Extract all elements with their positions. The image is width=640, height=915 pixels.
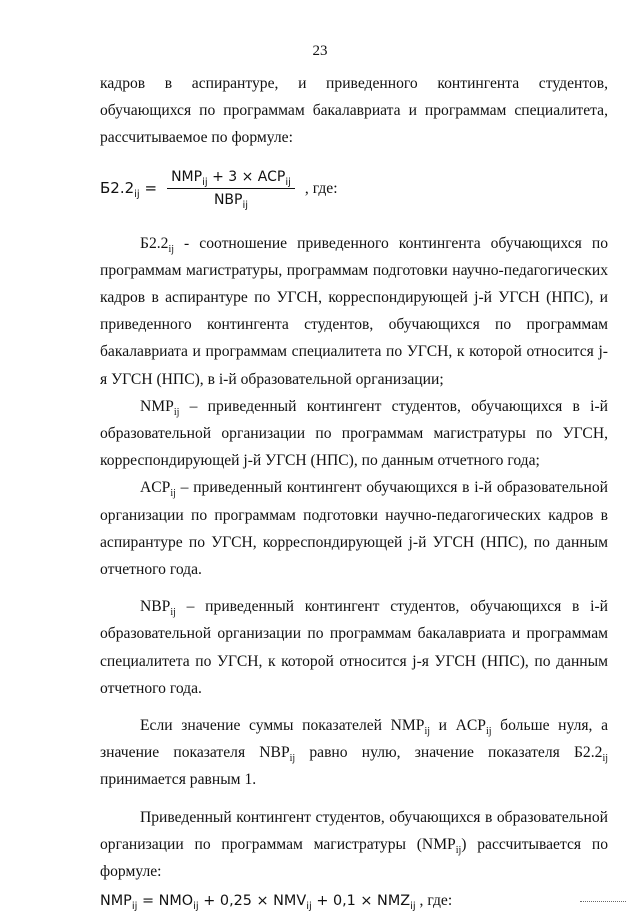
intro-paragraph: кадров в аспирантуре, и приведенного контингента студентов, обучающихся по программам бакалавриата и программам специалитета, рассчитываемое по формуле: (100, 75, 608, 147)
formula-nmp: $NMP_{ij} = NMO_{ij} + 0,25 \times NMV_{ij} + 0,1 \times NMZ_{ij}$ , где: (100, 892, 453, 913)
scan-edge-mark (580, 901, 626, 905)
formula-b22-lhs: $Б2.2_{ij}$ = (100, 179, 158, 200)
rule-paragraph: Если значение суммы показателей $NMP_{ij}$ и $ACP_{ij}$ больше нуля, а значение показателя $NBP_{ij}$ равно нулю, значение показателя $Б2.2_{ij}$ принимается равным 1. (100, 717, 608, 789)
formula-b22-tail: , где: (304, 180, 338, 197)
nmp-intro-paragraph: Приведенный контингент студентов, обучающихся в образовательной организации по программам магистратуры $(NMP_{ij})$ рассчитывается по формуле: (100, 808, 608, 881)
page-number: 23 (312, 43, 328, 59)
definition-nbp: $NBP_{ij}$ – приведенный контингент студентов, обучающихся в i-й образовательной организации по программам бакалавриата и программам специалитета по УГСН, к которой относится j-я УГСН (НПС), по данным отчетного года. (100, 598, 608, 697)
definition-b22: $Б2.2_{ij}$ - соотношение приведенного контингента обучающихся по программам магистратуры, программам подготовки научно-педагогических кадров в аспирантуре по УГСН, корреспондирующей j-й УГСН (НПС), и приведенного контингента студентов, обучающихся по программам бакалавриата и программам специалитета по УГСН, к которой относится j-я УГСН (НПС), в i-й образовательной организации; (100, 234, 608, 388)
definition-nmp: $NMP_{ij}$ – приведенный контингент студентов, обучающихся в i-й образовательной организации по программам магистратуры по УГСН, корреспондирующей j-й УГСН (НПС), по данным отчетного года; (100, 397, 608, 470)
formula-b22-fraction (167, 167, 295, 210)
formula-b22 (100, 158, 608, 220)
definition-acp: $ACP_{ij}$ – приведенный контингент обучающихся в i-й образовательной организации по программам подготовки научно-педагогических кадров в аспирантуре по УГСН, корреспондирующей j-й УГСН (НПС), по данным отчетного года. (100, 479, 608, 579)
document-body (100, 70, 608, 915)
formula-b22-numerator: $NMP_{ij} + 3 \times ACP_{ij}$ (171, 169, 291, 189)
formula-b22-denominator: $NBP_{ij}$ (213, 192, 249, 212)
